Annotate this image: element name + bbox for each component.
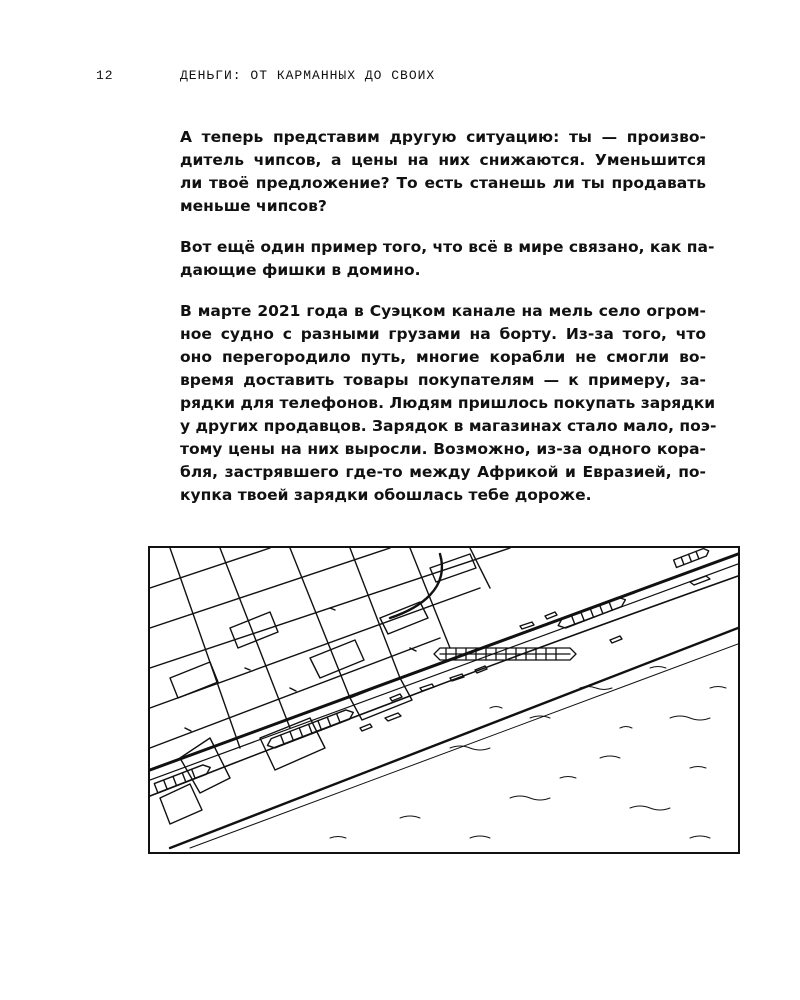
text-line: В марте 2021 года в Суэцком канале на мель село огром- — [180, 302, 706, 320]
cargo-ship — [556, 595, 627, 630]
text-line: тому цены на них выросли. Возможно, из-за одного кора- — [180, 440, 706, 458]
cargo-ship — [266, 708, 355, 750]
paragraph-3 — [180, 300, 717, 507]
running-header — [0, 68, 800, 88]
text-line: бля, застрявшего где-то между Африкой и Евразией, по- — [180, 463, 706, 481]
text-line: дитель чипсов, а цены на них снижаются. Уменьшится — [180, 151, 706, 169]
text-line: А теперь представим другую ситуацию: ты — произво- — [180, 128, 706, 146]
text-line: дающие фишки в домино. — [180, 261, 421, 279]
small-boat — [520, 622, 534, 629]
page-number: 12 — [96, 68, 114, 83]
text-line: меньше чипсов? — [180, 197, 327, 215]
paragraph-2 — [180, 236, 715, 282]
text-line: оно перегородило путь, многие корабли не смогли во- — [180, 348, 706, 366]
text-line: ли твоё предложение? То есть станешь ли ты продавать — [180, 174, 706, 192]
small-boat — [420, 684, 434, 691]
text-line: купка твоей зарядки обошлась тебе дороже. — [180, 486, 592, 504]
paragraph-1 — [180, 126, 706, 218]
small-boat — [385, 713, 401, 721]
city-blocks — [150, 548, 510, 824]
small-boat — [360, 724, 372, 731]
small-boat — [545, 612, 557, 619]
running-title: ДЕНЬГИ: ОТ КАРМАННЫХ ДО СВОИХ — [180, 68, 436, 83]
text-line: рядки для телефонов. Людям пришлось покупать зарядки — [180, 394, 716, 412]
small-boat — [610, 636, 622, 643]
text-line: Вот ещё один пример того, что всё в мире связано, как па- — [180, 238, 715, 256]
body-text — [180, 126, 717, 525]
text-line: у других продавцов. Зарядок в магазинах стало мало, поэ- — [180, 417, 717, 435]
small-ship — [674, 548, 710, 567]
text-line: ное судно с разными грузами на борту. Из-за того, что — [180, 325, 706, 343]
suez-canal-illustration — [148, 546, 740, 854]
text-line: время доставить товары покупателям — к примеру, за- — [180, 371, 706, 389]
